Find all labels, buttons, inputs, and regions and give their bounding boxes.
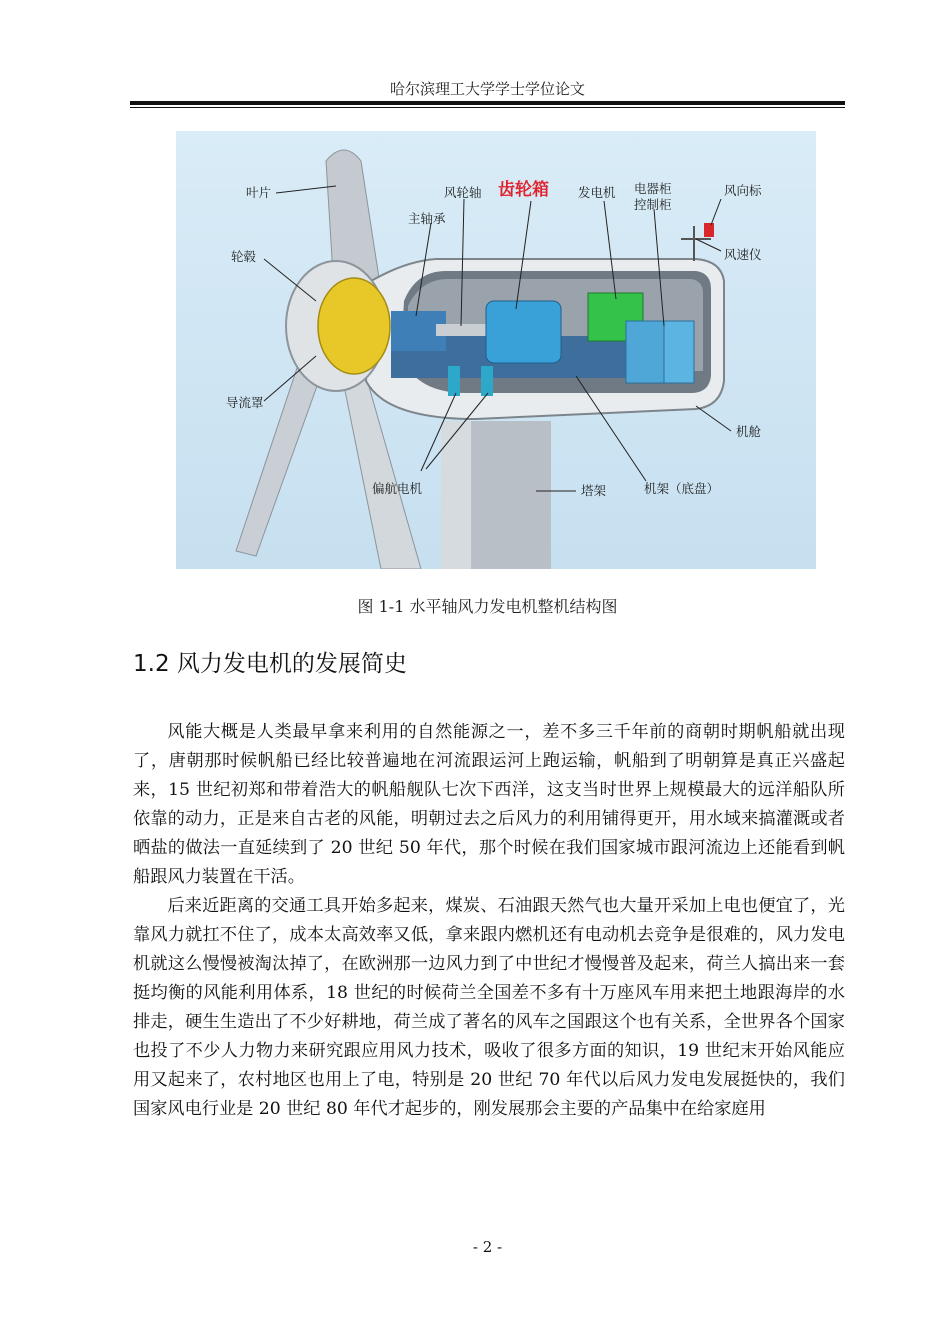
label-wind-vane: 风向标 [724,183,762,198]
header-rule-thick [130,101,845,105]
label-frame: 机架（底盘） [644,481,720,496]
cabinet-shape-1 [626,321,664,383]
label-main-bearing: 主轴承 [408,211,446,226]
turbine-illustration [176,131,816,569]
section-title: 1.2 风力发电机的发展简史 [133,651,407,677]
figure-caption: 图 1-1 水平轴风力发电机整机结构图 [357,597,618,616]
label-tower: 塔架 [581,483,607,498]
label-rotor-shaft: 风轮轴 [444,185,482,200]
label-hub: 轮毂 [231,249,257,264]
gearbox-shape [486,301,561,363]
label-cabinet-1: 电器柜 [634,181,672,196]
label-spinner: 导流罩 [226,395,264,410]
label-generator: 发电机 [578,185,616,200]
label-blade: 叶片 [246,185,272,200]
label-gearbox: 齿轮箱 [498,180,549,200]
label-cabinet-2: 控制柜 [634,197,672,212]
wind-vane-shape [704,223,714,237]
paragraph-1: 风能大概是人类最早拿来利用的自然能源之一，差不多三千年前的商朝时期帆船就出现了，唐朝那时候帆船已经比较普遍地在河流跟运河上跑运输，帆船到了明朝算是真正兴盛起来，15 世纪初郑和带着浩大的帆船舰队七次下西洋，这支当时世界上规模最大的远洋船队所依靠的动力，正是来自古老的风能，明朝过去之后风力的利用铺得更开，用水域来搞灌溉或者晒盐的做法一直延续到了 20 世纪 50 年代，那个时候在我们国家城市跟河流边上还能看到帆船跟风力装置在干活。 [133,722,845,887]
hub-shape [318,278,390,374]
paragraph-2: 后来近距离的交通工具开始多起来，煤炭、石油跟天然气也大量开采加上电也便宜了，光靠风力就扛不住了，成本太高效率又低，拿来跟内燃机还有电动机去竞争是很难的，风力发电机就这么慢慢被淘汰掉了，在欧洲那一边风力到了中世纪才慢慢普及起来，荷兰人搞出来一套挺均衡的风能利用体系，18 世纪的时候荷兰全国差不多有十万座风车用来把土地跟海岸的水排走，硬生生造出了不少好耕地，荷兰成了著名的风车之国跟这个也有关系，全世界各个国家也投了不少人力物力来研究跟应用风力技术，吸收了很多方面的知识，19 世纪末开始风能应用又起来了，农村地区也用上了电，特别是 20 世纪 70 年代以后风力发电发展挺快的，我们国家风电行业是 20 世纪 80 年代才起步的，刚发展那会主要的产品集中在给家庭用 [133,896,845,1119]
wind-turbine-figure [176,131,816,569]
yaw-motor-shape-2 [481,366,493,396]
cabinet-shape-2 [664,321,694,383]
yaw-motor-shape-1 [448,366,460,396]
label-yaw-motor: 偏航电机 [372,481,423,496]
page-header: 哈尔滨理工大学学士学位论文 [389,80,585,98]
header-rule-thin [130,107,845,108]
body-text [133,718,845,1124]
page-number: - 2 - [472,1238,503,1256]
label-nacelle: 机舱 [736,424,762,439]
label-anemometer: 风速仪 [724,247,762,262]
